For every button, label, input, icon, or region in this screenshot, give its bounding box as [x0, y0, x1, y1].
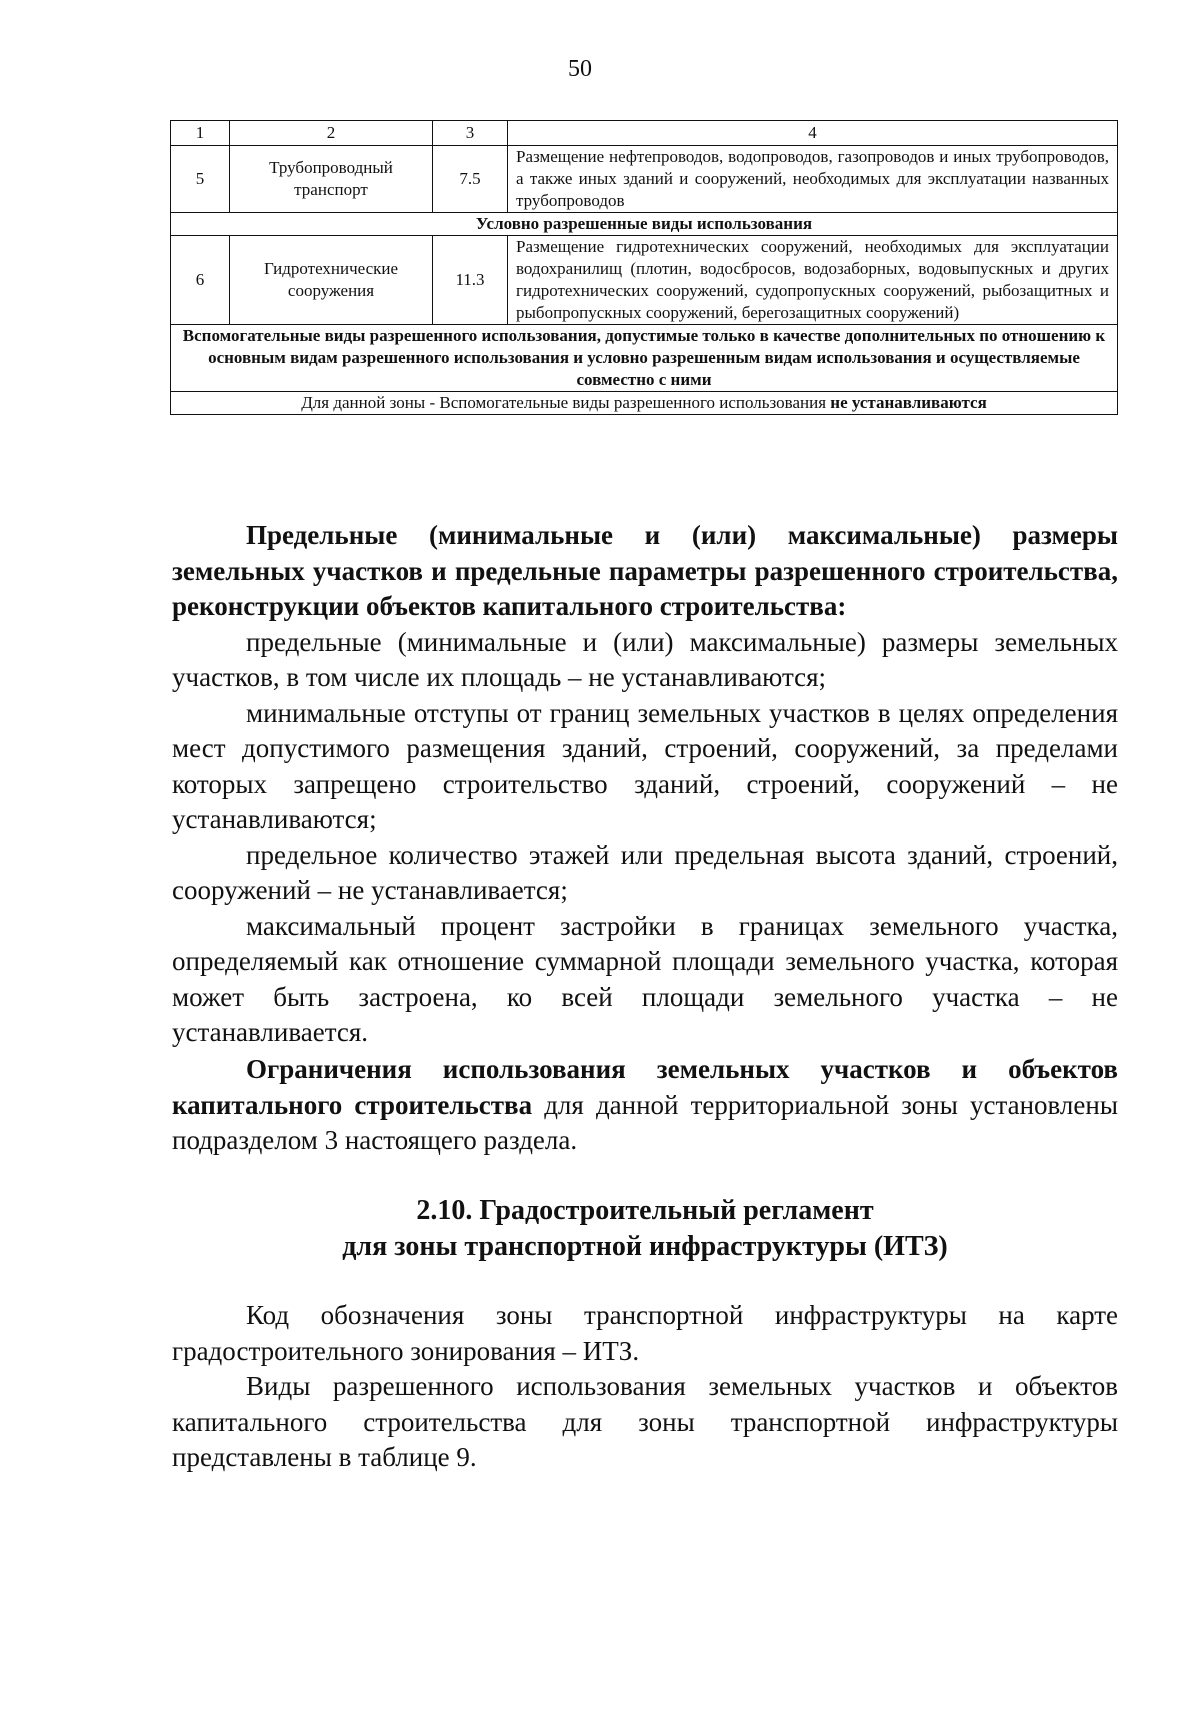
column-header-3: 3 [433, 121, 508, 146]
paragraph: Код обозначения зоны транспортной инфраструктуры на карте градостроительного зонирования – ИТЗ. [172, 1300, 1118, 1366]
page-number: 50 [568, 56, 592, 82]
use-name: Гидротехнические сооружения [230, 236, 433, 325]
limits-section [172, 518, 1118, 1051]
limits-heading: Предельные (минимальные и (или) максимальные) размеры земельных участков и предельные параметры разрешенного строительства, реконструкции объектов капитального строительства: [172, 520, 1118, 621]
section-title [172, 1193, 1118, 1265]
use-description: Размещение нефтепроводов, водопроводов, газопроводов и иных трубопроводов, а также иных зданий и сооружений, необходимых для эксплуатации названных трубопроводов [508, 146, 1118, 213]
table-note-row [171, 392, 1118, 415]
column-header-2: 2 [230, 121, 433, 146]
use-name: Трубопроводный транспорт [230, 146, 433, 213]
table-section-row [171, 325, 1118, 392]
limits-item: предельное количество этажей или предельная высота зданий, строений, сооружений – не устанавливается; [172, 839, 1118, 905]
table-section-row [171, 213, 1118, 236]
column-header-4: 4 [508, 121, 1118, 146]
note-emphasis: не устанавливаются [830, 393, 987, 412]
table-row [171, 236, 1118, 325]
restrictions-section [172, 1052, 1118, 1159]
column-header-1: 1 [171, 121, 230, 146]
section-title-line-1: 2.10. Градостроительный регламент [416, 1195, 874, 1226]
row-number: 5 [171, 146, 230, 213]
restrictions-paragraph [172, 1052, 1118, 1159]
section-title-line-2: для зоны транспортной инфраструктуры (ИТЗ) [342, 1231, 948, 1262]
limits-item: максимальный процент застройки в границах земельного участка, определяемый как отношение суммарной площади земельного участка, которая может быть застроена, ко всей площади земельного участка – не устанавливается. [172, 910, 1118, 1047]
land-use-table [170, 120, 1118, 415]
table-header-row [171, 121, 1118, 146]
use-code: 7.5 [433, 146, 508, 213]
use-description: Размещение гидротехнических сооружений, необходимых для эксплуатации водохранилищ (плотин, водосбросов, водозаборных, водовыпускных и других гидротехнических сооружений, судопропускных сооружений, рыбозащитных и рыбопропускных сооружений, берегозащитных сооружений) [508, 236, 1118, 325]
row-number: 6 [171, 236, 230, 325]
limits-item: минимальные отступы от границ земельных участков в целях определения мест допустимого размещения зданий, строений, сооружений, за пределами которых запрещено строительство зданий, строений, сооружений – не устанавливаются; [172, 697, 1118, 834]
paragraph: Виды разрешенного использования земельных участков и объектов капитального строительства для зоны транспортной инфраструктуры представлены в таблице 9. [172, 1371, 1118, 1472]
restrictions-rest: для данной территориальной зоны установлены подразделом 3 настоящего раздела. [172, 1089, 1118, 1155]
table-row [171, 146, 1118, 213]
limits-item: предельные (минимальные и (или) максимальные) размеры земельных участков, в том числе их площадь – не устанавливаются; [172, 626, 1118, 692]
auxiliary-uses-note [171, 392, 1118, 415]
note-text: Для данной зоны - Вспомогательные виды разрешенного использования [301, 393, 831, 412]
zone-description [172, 1298, 1118, 1476]
conditional-uses-heading: Условно разрешенные виды использования [171, 213, 1118, 236]
restrictions-bold: Ограничения использования земельных участков и объектов капитального строительства [172, 1054, 1118, 1120]
auxiliary-uses-heading: Вспомогательные виды разрешенного использования, допустимые только в качестве дополнительных по отношению к основным видам разрешенного использования и условно разрешенным видам использования и осуществляемые совместно с ними [171, 325, 1118, 392]
use-code: 11.3 [433, 236, 508, 325]
